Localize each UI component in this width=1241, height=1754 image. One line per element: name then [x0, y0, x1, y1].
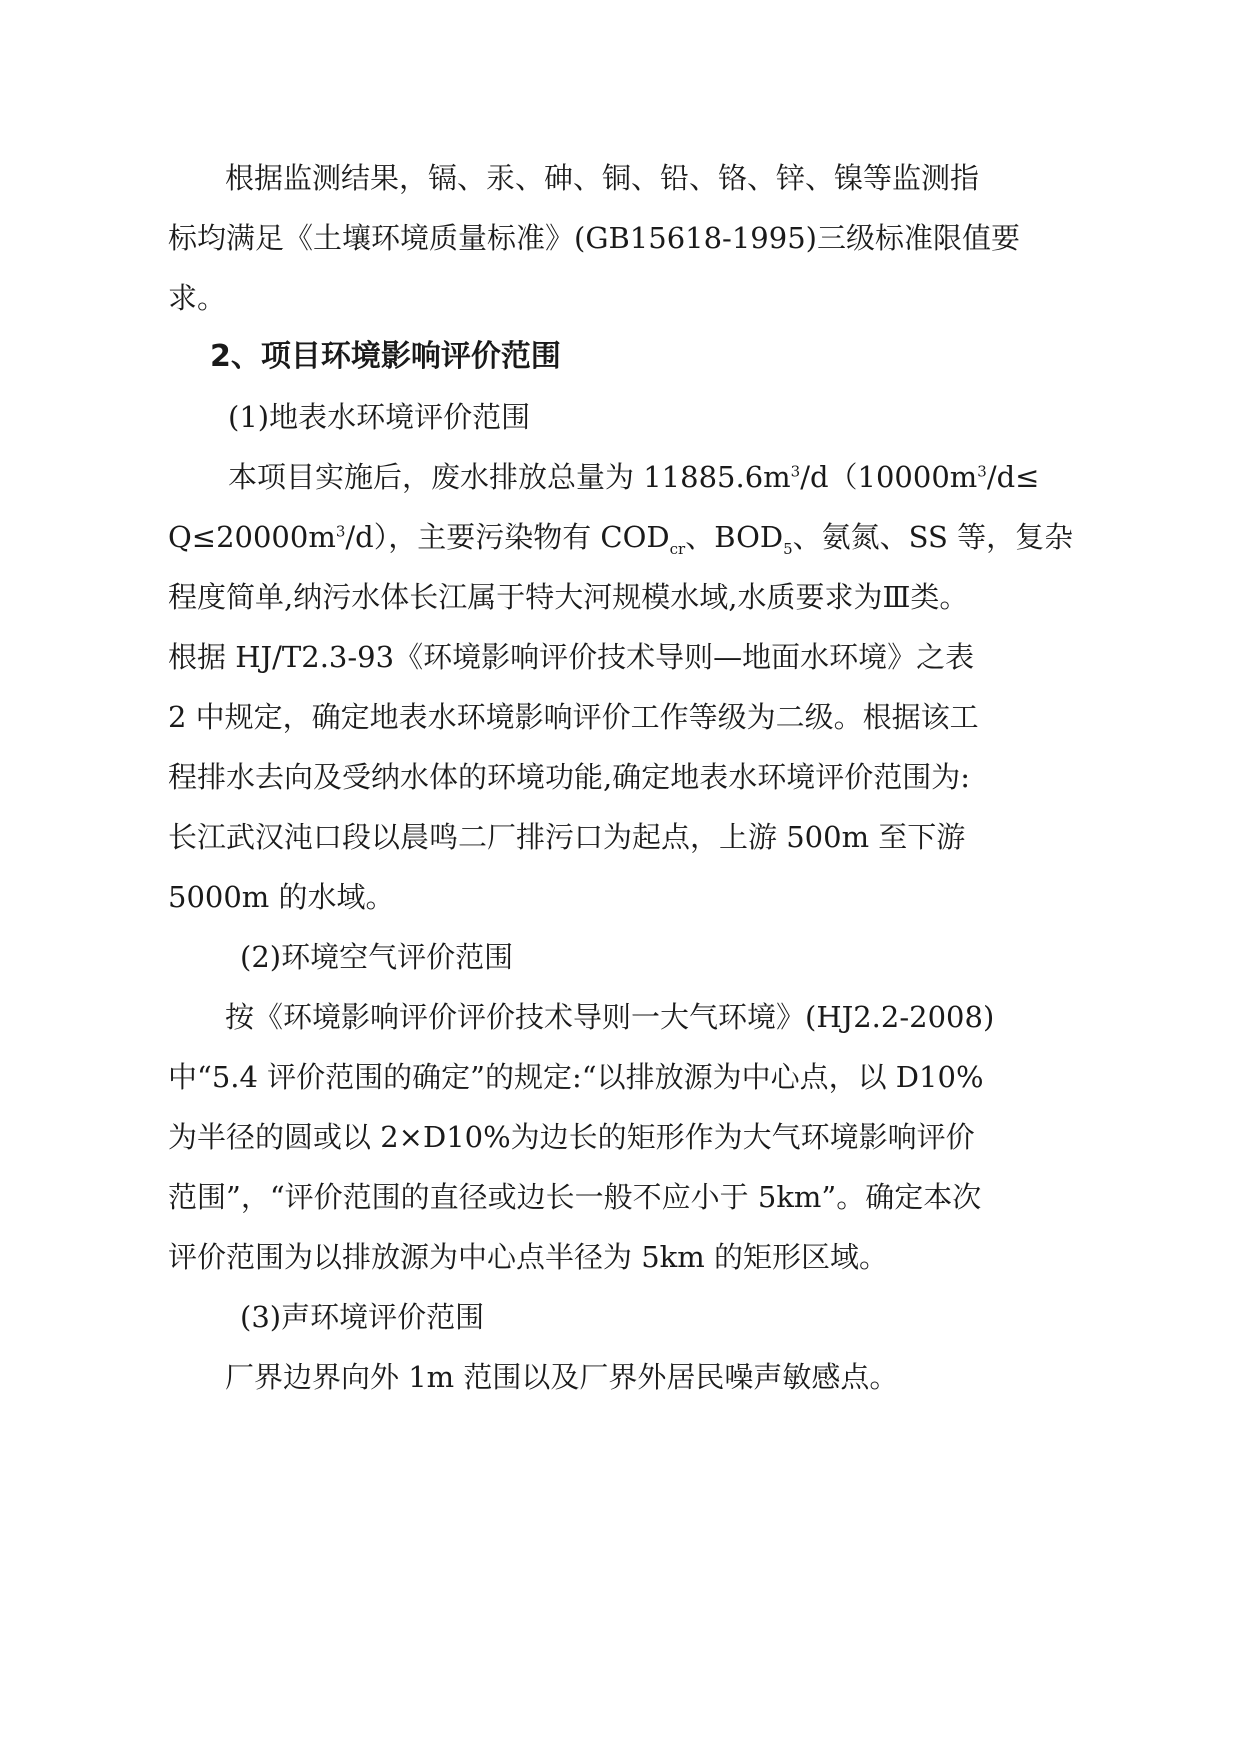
cubic-superscript: 3: [335, 522, 346, 541]
soil-conclusion-line-2: 标均满足《土壤环境质量标准》(GB15618-1995)三级标准限值要: [168, 221, 1020, 255]
section-2-title: 2、项目环境影响评价范围: [210, 339, 561, 374]
cubic-superscript: 3: [977, 462, 987, 481]
air-line-5: 评价范围为以排放源为中心点半径为 5km 的矩形区域。: [168, 1240, 888, 1274]
air-line-2: 中“5.4 评价范围的确定”的规定:“以排放源为中心点，以 D10%: [168, 1060, 984, 1094]
noise-line-1: 厂界边界向外 1m 范围以及厂界外居民噪声敏感点。: [225, 1360, 899, 1394]
surface-water-line-5: 2 中规定，确定地表水环境影响评价工作等级为二级。根据该工: [168, 700, 979, 734]
surface-water-line-2-part-d: 、氨氮、SS 等，复杂: [792, 520, 1074, 554]
air-line-4: 范围”，“评价范围的直径或边长一般不应小于 5km”。确定本次: [168, 1180, 982, 1214]
surface-water-heading: (1)地表水环境评价范围: [228, 400, 531, 434]
surface-water-line-2-part-c: 、BOD: [685, 520, 784, 554]
air-line-3: 为半径的圆或以 2×D10%为边长的矩形作为大气环境影响评价: [168, 1120, 975, 1154]
air-heading: (2)环境空气评价范围: [240, 940, 514, 974]
surface-water-line-8: 5000m 的水域。: [168, 880, 395, 914]
surface-water-line-7: 长江武汉沌口段以晨鸣二厂排污口为起点，上游 500m 至下游: [168, 820, 966, 854]
surface-water-line-6: 程排水去向及受纳水体的环境功能,确定地表水环境评价范围为:: [168, 760, 970, 794]
surface-water-line-2: [168, 517, 1073, 557]
soil-conclusion-line-3: 求。: [168, 281, 227, 315]
surface-water-line-1-part-c: /d≤: [986, 460, 1040, 494]
surface-water-line-1-part-b: /d（10000m: [800, 460, 978, 494]
air-line-1: 按《环境影响评价评价技术导则一大气环境》(HJ2.2-2008): [225, 1000, 995, 1034]
surface-water-line-1: [228, 457, 1039, 497]
surface-water-line-4: 根据 HJ/T2.3-93《环境影响评价技术导则—地面水环境》之表: [168, 640, 975, 674]
noise-heading: (3)声环境评价范围: [240, 1300, 485, 1334]
surface-water-line-3: 程度简单,纳污水体长江属于特大河规模水域,水质要求为Ⅲ类。: [168, 580, 969, 614]
soil-conclusion-line-1: 根据监测结果，镉、汞、砷、铜、铅、铬、锌、镍等监测指: [225, 161, 980, 195]
cubic-superscript: 3: [790, 462, 801, 481]
surface-water-line-2-part-b: /d），主要污染物有 COD: [345, 520, 670, 554]
cod-subscript: cr: [669, 539, 686, 558]
surface-water-line-2-part-a: Q≤20000m: [168, 520, 336, 554]
bod-subscript: 5: [783, 539, 793, 558]
surface-water-line-1-part-a: 本项目实施后，废水排放总量为 11885.6m: [228, 460, 791, 494]
